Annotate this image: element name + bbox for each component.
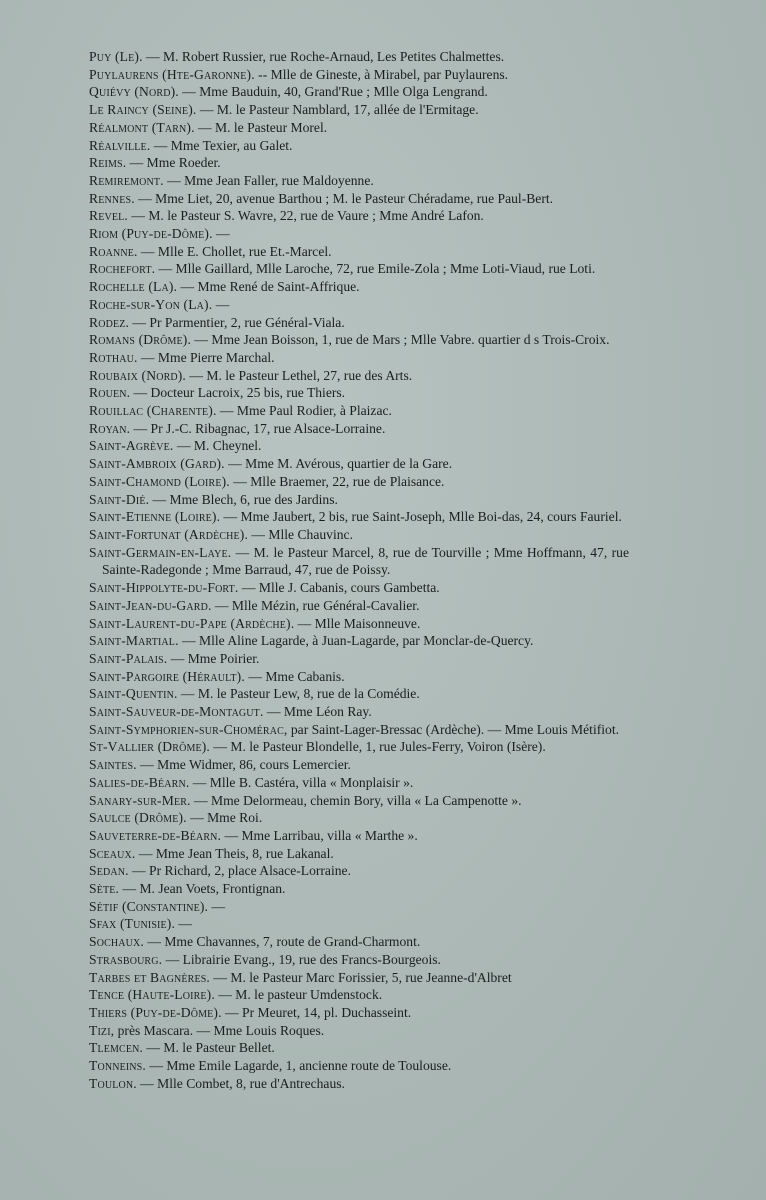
place-name: Rothau. bbox=[89, 349, 138, 365]
list-item bbox=[89, 738, 629, 756]
place-name: Strasbourg. bbox=[89, 951, 163, 967]
list-item bbox=[89, 756, 629, 774]
list-item bbox=[89, 1057, 629, 1075]
place-name: Sedan. bbox=[89, 863, 129, 879]
place-name: Saint-Chamond (Loire). bbox=[89, 473, 230, 489]
contact-details: — M. le Pasteur Bellet. bbox=[143, 1040, 275, 1056]
contact-details: près Mascara. — Mme Louis Roques. bbox=[114, 1022, 325, 1038]
contact-details: — Mlle Mézin, rue Général-Cavalier. bbox=[211, 597, 420, 613]
place-name: Rochelle (La). bbox=[89, 279, 178, 295]
place-name: Saint-Symphorien-sur-Chomérac, bbox=[89, 721, 288, 737]
list-item bbox=[89, 48, 629, 66]
list-item bbox=[89, 880, 629, 898]
list-item bbox=[89, 827, 629, 845]
list-item bbox=[89, 685, 629, 703]
list-item bbox=[89, 83, 629, 101]
list-item bbox=[89, 190, 629, 208]
list-item bbox=[89, 402, 629, 420]
contact-details: — Mme M. Avérous, quartier de la Gare. bbox=[224, 456, 453, 472]
list-item bbox=[89, 420, 629, 438]
place-name: Le Raincy (Seine). bbox=[89, 102, 197, 118]
list-item bbox=[89, 1022, 629, 1040]
list-item bbox=[89, 668, 629, 686]
list-item bbox=[89, 809, 629, 827]
place-name: Toulon. bbox=[89, 1075, 137, 1091]
contact-details: — Mme Jaubert, 2 bis, rue Saint-Joseph, Mlle Boi-das, 24, cours Fauriel. bbox=[220, 509, 622, 525]
list-item bbox=[89, 455, 629, 473]
contact-details: — Mlle J. Cabanis, cours Gambetta. bbox=[238, 580, 440, 596]
list-item bbox=[89, 296, 629, 314]
place-name: Puy (Le). bbox=[89, 49, 143, 64]
contact-details: — Mme Delormeau, chemin Bory, villa « La Campenotte ». bbox=[190, 792, 522, 808]
list-item bbox=[89, 792, 629, 810]
place-name: Tonneins. bbox=[89, 1058, 146, 1074]
place-name: Reims. bbox=[89, 155, 127, 171]
place-name: Roanne. bbox=[89, 243, 138, 259]
list-item bbox=[89, 703, 629, 721]
place-name: Saint-Dié. bbox=[89, 491, 150, 507]
place-name: Sétif (Constantine). bbox=[89, 898, 209, 914]
place-name: Revel. bbox=[89, 208, 128, 224]
contact-details: — M. le Pasteur S. Wavre, 22, rue de Vaure ; Mme André Lafon. bbox=[127, 208, 484, 224]
place-name: Rodez. bbox=[89, 314, 130, 330]
list-item bbox=[89, 951, 629, 969]
list-item bbox=[89, 137, 629, 155]
list-item bbox=[89, 898, 629, 916]
contact-details: — Mme Jean Theis, 8, rue Lakanal. bbox=[135, 845, 334, 861]
contact-details: — M. Jean Voets, Frontignan. bbox=[119, 881, 286, 897]
place-name: Saulce (Drôme). bbox=[89, 810, 187, 826]
place-name: Saintes. bbox=[89, 757, 137, 773]
contact-details: — Mme Paul Rodier, à Plaizac. bbox=[216, 403, 392, 419]
list-item bbox=[89, 933, 629, 951]
place-name: Réalville. bbox=[89, 137, 151, 153]
list-item bbox=[89, 101, 629, 119]
contact-details: — bbox=[175, 916, 193, 932]
list-item bbox=[89, 632, 629, 650]
contact-details: — Mme Roi. bbox=[186, 810, 263, 826]
place-name: Saint-Ambroix (Gard). bbox=[89, 456, 225, 472]
contact-details: — Mme René de Saint-Affrique. bbox=[177, 279, 360, 295]
contact-details: — Docteur Lacroix, 25 bis, rue Thiers. bbox=[130, 385, 346, 401]
list-item bbox=[89, 473, 629, 491]
contact-details: — Mme Blech, 6, rue des Jardins. bbox=[149, 491, 338, 507]
place-name: Saint-Jean-du-Gard. bbox=[89, 597, 212, 613]
place-name: St-Vallier (Drôme). bbox=[89, 739, 210, 755]
list-item bbox=[89, 172, 629, 190]
contact-details: — Mme Liet, 20, avenue Barthou ; M. le Pasteur Chéradame, rue Paul-Bert. bbox=[134, 190, 554, 206]
list-item bbox=[89, 508, 629, 526]
contact-details: -- Mlle de Gineste, à Mirabel, par Puylaurens. bbox=[254, 66, 509, 82]
contact-details: — M. Robert Russier, rue Roche-Arnaud, Les Petites Chalmettes. bbox=[142, 49, 505, 64]
contact-details: — Mme Poirier. bbox=[167, 650, 260, 666]
place-name: Quiévy (Nord). bbox=[89, 84, 179, 100]
place-name: Saint-Hippolyte-du-Fort. bbox=[89, 580, 239, 596]
contact-details: — bbox=[212, 226, 230, 242]
place-name: Tizi, bbox=[89, 1022, 115, 1038]
contact-details: — Librairie Evang., 19, rue des Francs-Bourgeois. bbox=[162, 951, 441, 967]
list-item bbox=[89, 349, 629, 367]
contact-details: — M. le Pasteur Blondelle, 1, rue Jules-Ferry, Voiron (Isère). bbox=[209, 739, 546, 755]
contact-details: — Pr J.-C. Ribagnac, 17, rue Alsace-Lorraine. bbox=[130, 420, 386, 436]
place-name: Roubaix (Nord). bbox=[89, 367, 186, 383]
place-name: Réalmont (Tarn). bbox=[89, 119, 195, 135]
list-item bbox=[89, 66, 629, 84]
place-name: Rennes. bbox=[89, 190, 135, 206]
contact-details: — M. le Pasteur Lew, 8, rue de la Comédie. bbox=[177, 686, 420, 702]
list-item bbox=[89, 437, 629, 455]
contact-details: — Mlle Gaillard, Mlle Laroche, 72, rue Emile-Zola ; Mme Loti-Viaud, rue Loti. bbox=[155, 261, 596, 277]
list-item bbox=[89, 579, 629, 597]
place-name: Saint-Agrève. bbox=[89, 438, 174, 454]
place-name: Remiremont. bbox=[89, 172, 164, 188]
place-name: Saint-Pargoire (Hérault). bbox=[89, 668, 245, 684]
place-name: Sauveterre-de-Béarn. bbox=[89, 827, 222, 843]
place-name: Riom (Puy-de-Dôme). bbox=[89, 226, 213, 242]
place-name: Thiers (Puy-de-Dôme). bbox=[89, 1004, 222, 1020]
list-item bbox=[89, 207, 629, 225]
place-name: Tence (Haute-Loire). bbox=[89, 987, 215, 1003]
contact-details: — bbox=[208, 898, 226, 914]
contact-details: — Mlle B. Castéra, villa « Monplaisir ». bbox=[189, 774, 414, 790]
list-item bbox=[89, 154, 629, 172]
list-item bbox=[89, 862, 629, 880]
place-name: Saint-Quentin. bbox=[89, 686, 178, 702]
contact-details: — Mlle Chauvinc. bbox=[248, 526, 353, 542]
contact-details: — Mlle Maisonneuve. bbox=[294, 615, 421, 631]
place-name: Sceaux. bbox=[89, 845, 136, 861]
contact-details: — Mlle Aline Lagarde, à Juan-Lagarde, par Monclar-de-Quercy. bbox=[178, 633, 534, 649]
list-item bbox=[89, 119, 629, 137]
place-name: Rouillac (Charente). bbox=[89, 403, 217, 419]
contact-details: — Mme Emile Lagarde, 1, ancienne route de Toulouse. bbox=[145, 1058, 452, 1074]
place-name: Sanary-sur-Mer. bbox=[89, 792, 191, 808]
list-item bbox=[89, 1039, 629, 1057]
contact-details: — bbox=[212, 296, 230, 312]
place-name: Roche-sur-Yon (La). bbox=[89, 296, 213, 312]
list-item bbox=[89, 845, 629, 863]
contact-details: — Mme Chavannes, 7, route de Grand-Charmont. bbox=[143, 934, 421, 950]
place-name: Sfax (Tunisie). bbox=[89, 916, 176, 932]
list-item bbox=[89, 278, 629, 296]
list-item bbox=[89, 915, 629, 933]
contact-details: — Mme Cabanis. bbox=[244, 668, 345, 684]
list-item bbox=[89, 314, 629, 332]
contact-details: — M. le Pasteur Lethel, 27, rue des Arts. bbox=[185, 367, 413, 383]
contact-details: — Mlle Braemer, 22, rue de Plaisance. bbox=[229, 473, 445, 489]
list-item bbox=[89, 1075, 629, 1093]
contact-details: — Mlle E. Chollet, rue Et.-Marcel. bbox=[137, 243, 332, 259]
list-item bbox=[89, 986, 629, 1004]
place-name: Royan. bbox=[89, 420, 131, 436]
place-name: Sochaux. bbox=[89, 934, 144, 950]
list-item bbox=[89, 225, 629, 243]
place-name: Saint-Etienne (Loire). bbox=[89, 509, 221, 525]
list-item bbox=[89, 597, 629, 615]
place-name: Sète. bbox=[89, 881, 120, 897]
contact-details: par Saint-Lager-Bressac (Ardèche). — Mme Louis Métifiot. bbox=[287, 721, 620, 737]
contact-details: — Mme Widmer, 86, cours Lemercier. bbox=[136, 757, 351, 773]
contact-details: — M. le Pasteur Marcel, 8, rue de Tourville ; Mme Hoffmann, 47, rue Sainte-Radegonde ; Mme Barraud, 47, rue de Poissy. bbox=[102, 544, 629, 578]
contact-details: — Mme Roeder. bbox=[126, 155, 221, 171]
list-item bbox=[89, 1004, 629, 1022]
contact-details: — Pr Richard, 2, place Alsace-Lorraine. bbox=[128, 863, 351, 879]
place-name: Saint-Laurent-du-Pape (Ardèche). bbox=[89, 615, 295, 631]
contact-details: — M. le Pasteur Namblard, 17, allée de l'Ermitage. bbox=[196, 102, 479, 118]
contact-details: — Mme Bauduin, 40, Grand'Rue ; Mlle Olga Lengrand. bbox=[178, 84, 488, 100]
list-item bbox=[89, 969, 629, 987]
contact-details: — Mme Jean Faller, rue Maldoyenne. bbox=[163, 172, 374, 188]
place-name: Puylaurens (Hte-Garonne). bbox=[89, 66, 255, 82]
place-name: Saint-Fortunat (Ardèche). bbox=[89, 526, 249, 542]
contact-details: — Mme Jean Boisson, 1, rue de Mars ; Mlle Vabre. quartier d s Trois-Croix. bbox=[191, 332, 610, 348]
list-item bbox=[89, 544, 629, 579]
place-name: Saint-Sauveur-de-Montagut. bbox=[89, 704, 264, 720]
list-item bbox=[89, 260, 629, 278]
place-name: Tlemcen. bbox=[89, 1040, 144, 1056]
contact-details: — Mme Texier, au Galet. bbox=[150, 137, 293, 153]
list-item bbox=[89, 650, 629, 668]
place-name: Tarbes et Bagnères. bbox=[89, 969, 210, 985]
contact-details: — M. Cheynel. bbox=[173, 438, 262, 454]
list-item bbox=[89, 774, 629, 792]
list-item bbox=[89, 243, 629, 261]
place-name: Romans (Drôme). bbox=[89, 332, 191, 348]
contact-details: — M. le pasteur Umdenstock. bbox=[214, 987, 383, 1003]
list-item bbox=[89, 615, 629, 633]
place-name: Saint-Germain-en-Laye. bbox=[89, 544, 232, 560]
list-item bbox=[89, 526, 629, 544]
place-name: Salies-de-Béarn. bbox=[89, 774, 190, 790]
place-name: Saint-Martial. bbox=[89, 633, 179, 649]
place-name: Rochefort. bbox=[89, 261, 156, 277]
contact-details: — Mme Larribau, villa « Marthe ». bbox=[221, 827, 418, 843]
contact-details: — M. le Pasteur Marc Forissier, 5, rue Jeanne-d'Albret bbox=[209, 969, 512, 985]
contact-details: — Pr Parmentier, 2, rue Général-Viala. bbox=[129, 314, 345, 330]
contact-details: — Mlle Combet, 8, rue d'Antrechaus. bbox=[136, 1075, 345, 1091]
contact-details: — Pr Meuret, 14, pl. Duchasseint. bbox=[221, 1004, 412, 1020]
contact-details: — Mme Léon Ray. bbox=[263, 704, 372, 720]
place-name: Rouen. bbox=[89, 385, 131, 401]
directory-list bbox=[89, 48, 629, 1092]
list-item bbox=[89, 384, 629, 402]
list-item bbox=[89, 721, 629, 739]
contact-details: — M. le Pasteur Morel. bbox=[194, 119, 328, 135]
list-item bbox=[89, 491, 629, 509]
list-item bbox=[89, 367, 629, 385]
contact-details: — Mme Pierre Marchal. bbox=[137, 349, 275, 365]
list-item bbox=[89, 331, 629, 349]
place-name: Saint-Palais. bbox=[89, 650, 168, 666]
